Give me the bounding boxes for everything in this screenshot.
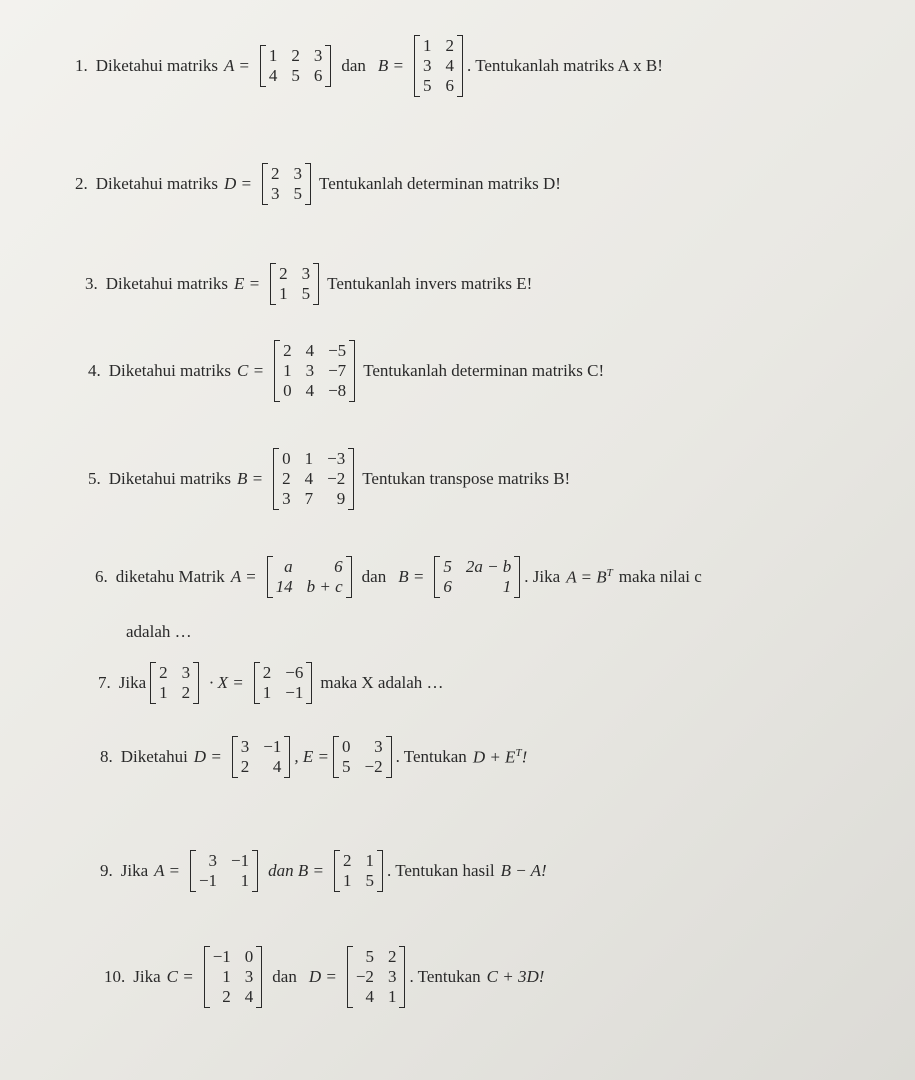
question-instruction: maka X adalah … — [320, 673, 444, 692]
matrix-entry: 0 — [282, 449, 291, 468]
question-6 — [95, 556, 702, 598]
matrix-entry: 3 — [208, 851, 218, 870]
question-text: . Jika — [524, 567, 561, 586]
matrix-b — [273, 448, 354, 510]
matrix-entry: 3 — [301, 264, 311, 283]
matrix-bracket-right — [193, 662, 199, 704]
question-text: Diketahui matriks — [95, 56, 219, 75]
matrix-entry: 4 — [268, 66, 278, 85]
matrix-entry: −1 — [212, 947, 231, 966]
matrix-entry: 3 — [293, 164, 303, 183]
matrix-entry: 1 — [268, 46, 278, 65]
question-10 — [104, 946, 550, 1008]
matrix-entry: 9 — [336, 489, 346, 508]
matrix-label: A = — [154, 861, 180, 880]
matrix-entry: 2 — [283, 341, 292, 360]
matrix-entry: 5 — [443, 557, 452, 576]
matrix-entry: 1 — [283, 361, 292, 380]
question-number: 2. — [75, 174, 88, 193]
matrix-entry: 4 — [304, 469, 314, 488]
matrix-entries — [210, 946, 257, 1008]
conjunction-text: dan — [361, 567, 387, 586]
question-text: Diketahui matriks — [105, 274, 229, 293]
matrix-entry: 1 — [262, 683, 272, 702]
matrix-entry: 1 — [240, 871, 250, 890]
matrix-entry: −6 — [285, 663, 304, 682]
matrix-entry: 2 — [181, 683, 191, 702]
matrix-entry: 1 — [279, 284, 288, 303]
expression: B − A! — [500, 861, 547, 880]
matrix-entry: −8 — [328, 381, 347, 400]
matrix-entry: 6 — [445, 76, 454, 95]
matrix-entry: 3 — [181, 663, 191, 682]
matrix-entries — [276, 263, 313, 305]
matrix-d — [232, 736, 291, 778]
question-number: 5. — [88, 469, 101, 488]
matrix-bracket-right — [284, 736, 290, 778]
matrix-label: B = — [377, 56, 404, 75]
matrix-entry: 0 — [283, 381, 292, 400]
matrix-entry: 3 — [313, 46, 323, 65]
matrix-bracket-right — [386, 736, 392, 778]
expression: $D + E^T$! — [472, 746, 528, 767]
question-instruction: Tentukan transpose matriks B! — [362, 469, 571, 488]
question-text: Diketahui — [120, 747, 188, 766]
matrix-bracket-right — [457, 35, 463, 97]
matrix-entry: 5 — [301, 284, 311, 303]
matrix-entry: 4 — [305, 381, 315, 400]
matrix-bracket-right — [306, 662, 312, 704]
matrix-a — [190, 850, 258, 892]
matrix-label: E = — [234, 274, 261, 293]
matrix-entries — [340, 850, 377, 892]
question-instruction: Tentukanlah determinan matriks D! — [319, 174, 561, 193]
question-text: Diketahui matriks — [108, 469, 232, 488]
question-instruction: . Tentukan hasil — [387, 861, 495, 880]
question-instruction: . Tentukan — [409, 967, 481, 986]
question-number: 6. — [95, 567, 108, 586]
question-3 — [85, 263, 532, 305]
matrix-entries — [238, 736, 285, 778]
matrix-entries — [339, 736, 386, 778]
matrix-label: , E = — [294, 747, 329, 766]
matrix-entry: 3 — [374, 737, 383, 756]
matrix-label: C = — [237, 361, 265, 380]
matrix-entries — [353, 946, 400, 1008]
matrix-c — [274, 340, 355, 402]
matrix-label: C = — [166, 967, 194, 986]
question-9 — [100, 850, 553, 892]
matrix-entries — [280, 340, 349, 402]
matrix-entry: a — [284, 557, 293, 576]
matrix-entry: 1 — [304, 449, 314, 468]
matrix-bracket-right — [252, 850, 258, 892]
matrix-entry: 7 — [304, 489, 314, 508]
question-8 — [100, 736, 533, 778]
matrix-bracket-right — [514, 556, 520, 598]
matrix-entries — [279, 448, 348, 510]
matrix-entry: 3 — [305, 361, 315, 380]
matrix-c — [204, 946, 263, 1008]
matrix-bracket-right — [325, 45, 331, 87]
matrix-bracket-right — [256, 946, 262, 1008]
matrix-entry: −1 — [231, 851, 250, 870]
conjunction-text: dan — [341, 56, 366, 75]
matrix-entries — [273, 556, 346, 598]
matrix-entry: 6 — [443, 577, 452, 596]
expression: C + 3D! — [486, 967, 545, 986]
matrix-bracket-right — [305, 163, 311, 205]
matrix-entry: 2 — [240, 757, 250, 776]
matrix-entries — [260, 662, 307, 704]
matrix-b — [414, 35, 463, 97]
matrix-entry: 2 — [271, 164, 280, 183]
matrix-entry: 5 — [293, 184, 303, 203]
matrix-entry: 2a − b — [465, 557, 512, 576]
matrix-entry: 4 — [445, 56, 454, 75]
matrix-entry: 5 — [342, 757, 351, 776]
matrix-label: dan B = — [268, 861, 324, 880]
matrix-entry: 3 — [244, 967, 254, 986]
matrix-label: D = — [193, 747, 222, 766]
matrix-label: A = — [224, 56, 250, 75]
question-number: 1. — [75, 56, 88, 75]
matrix-entry: 2 — [262, 663, 272, 682]
matrix-label: A = — [230, 567, 257, 586]
matrix-bracket-right — [399, 946, 405, 1008]
matrix-bracket-right — [349, 340, 355, 402]
question-number: 9. — [100, 861, 113, 880]
matrix-left — [150, 662, 199, 704]
matrix-e — [270, 263, 319, 305]
matrix-entry: 0 — [342, 737, 351, 756]
question-text: adalah … — [126, 622, 192, 641]
matrix-entries — [268, 163, 305, 205]
equation: $A = B^T$ — [566, 566, 613, 587]
matrix-entries — [440, 556, 514, 598]
conjunction-text: dan — [272, 967, 297, 986]
matrix-entry: 3 — [271, 184, 280, 203]
matrix-entries — [196, 850, 252, 892]
question-1 — [75, 35, 663, 97]
question-text: Jika — [120, 861, 149, 880]
matrix-entry: 2 — [159, 663, 168, 682]
matrix-entry: 1 — [502, 577, 512, 596]
matrix-entries — [420, 35, 457, 97]
question-number: 10. — [104, 967, 126, 986]
question-6-continuation — [126, 622, 192, 642]
matrix-entry: 4 — [305, 341, 315, 360]
matrix-entry: 1 — [222, 967, 231, 986]
matrix-bracket-right — [346, 556, 352, 598]
matrix-entry: 2 — [282, 469, 291, 488]
matrix-entry: 3 — [423, 56, 432, 75]
question-instruction: Tentukanlah invers matriks E! — [327, 274, 533, 293]
matrix-entry: 1 — [159, 683, 168, 702]
matrix-b — [434, 556, 520, 598]
matrix-entries — [156, 662, 193, 704]
question-instruction: . Tentukan — [395, 747, 467, 766]
matrix-entry: 1 — [387, 987, 397, 1006]
matrix-entry: −3 — [327, 449, 346, 468]
matrix-e — [333, 736, 392, 778]
matrix-entry: −2 — [327, 469, 346, 488]
matrix-label: D = — [308, 967, 337, 986]
question-number: 3. — [85, 274, 98, 293]
question-5 — [88, 448, 570, 510]
question-text: Diketahui matriks — [95, 174, 219, 193]
matrix-a — [260, 45, 332, 87]
question-7 — [98, 662, 444, 704]
matrix-entry: 6 — [334, 557, 343, 576]
matrix-entry: 1 — [365, 851, 374, 870]
matrix-b — [334, 850, 383, 892]
question-text: Diketahui matriks — [108, 361, 232, 380]
matrix-bracket-right — [313, 263, 319, 305]
question-number: 7. — [98, 673, 111, 692]
matrix-entries — [266, 45, 326, 87]
question-2 — [75, 163, 561, 205]
matrix-entry: 2 — [387, 947, 397, 966]
matrix-bracket-right — [377, 850, 383, 892]
matrix-entry: −1 — [198, 871, 218, 890]
matrix-right — [254, 662, 313, 704]
question-text: Jika — [118, 673, 147, 692]
question-4 — [88, 340, 604, 402]
matrix-entry: −1 — [285, 683, 304, 702]
matrix-entry: 3 — [240, 737, 250, 756]
matrix-entry: 14 — [275, 577, 293, 596]
matrix-a — [267, 556, 352, 598]
matrix-entry: 4 — [365, 987, 374, 1006]
matrix-entry: 5 — [423, 76, 432, 95]
matrix-label: B = — [398, 567, 425, 586]
matrix-bracket-right — [348, 448, 354, 510]
matrix-entry: 1 — [343, 871, 352, 890]
question-text: diketahu Matrik — [115, 567, 225, 586]
matrix-entry: −2 — [355, 967, 374, 986]
question-instruction: . Tentukanlah matriks A x B! — [467, 56, 663, 75]
matrix-entry: −7 — [328, 361, 347, 380]
matrix-entry: −1 — [263, 737, 282, 756]
matrix-entry: 3 — [282, 489, 291, 508]
matrix-entry: 3 — [387, 967, 397, 986]
matrix-label: D = — [224, 174, 253, 193]
matrix-d — [347, 946, 406, 1008]
matrix-entry: 4 — [244, 987, 254, 1006]
matrix-entry: 4 — [272, 757, 282, 776]
operator-text: · X = — [209, 673, 244, 692]
matrix-label: B = — [237, 469, 264, 488]
question-number: 8. — [100, 747, 113, 766]
matrix-entry: 0 — [244, 947, 254, 966]
question-text: Jika — [133, 967, 161, 986]
matrix-entry: 5 — [291, 66, 300, 85]
matrix-entry: −5 — [328, 341, 347, 360]
matrix-entry: 2 — [222, 987, 231, 1006]
matrix-entry: −2 — [364, 757, 383, 776]
question-number: 4. — [88, 361, 101, 380]
matrix-entry: 1 — [423, 36, 432, 55]
matrix-entry: 5 — [365, 871, 374, 890]
matrix-entry: 2 — [343, 851, 352, 870]
matrix-entry: 2 — [445, 36, 454, 55]
matrix-entry: 5 — [365, 947, 374, 966]
matrix-entry: 2 — [279, 264, 288, 283]
question-instruction: Tentukanlah determinan matriks C! — [363, 361, 605, 380]
matrix-entry: b + c — [306, 577, 343, 596]
matrix-entry: 6 — [313, 66, 323, 85]
matrix-d — [262, 163, 311, 205]
matrix-entry: 2 — [291, 46, 300, 65]
question-instruction: maka nilai c — [618, 567, 702, 586]
